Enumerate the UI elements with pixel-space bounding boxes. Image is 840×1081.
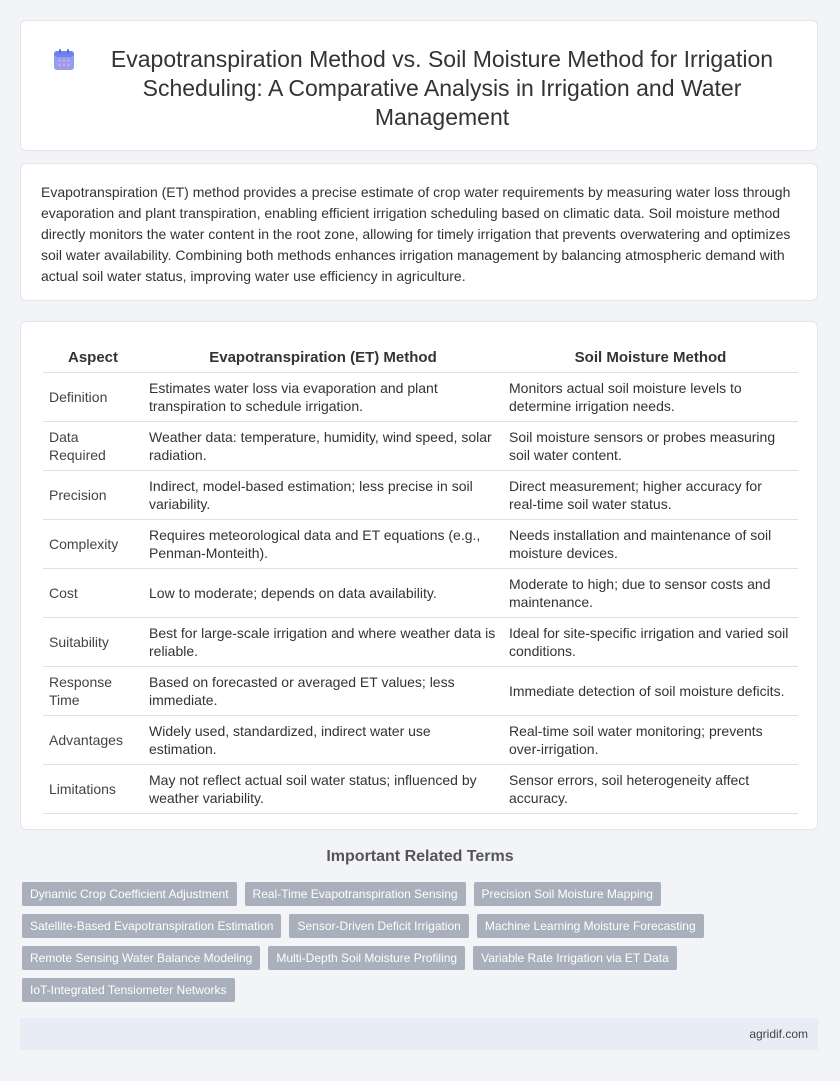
table-header-row bbox=[43, 340, 798, 373]
intro-text: Evapotranspiration (ET) method provides a precise estimate of crop water requirements by measuring water loss through evaporation and plant transpiration, enabling efficient irrigation scheduling based on climatic data. Soil moisture method directly monitors the water content in the root zone, allowing for timely irrigation that prevents overwatering and optimizes soil water availability. Combining both methods enhances irrigation management by balancing atmospheric demand with actual soil water status, improving water use efficiency in agriculture. bbox=[41, 184, 791, 284]
row-et-value: Requires meteorological data and ET equations (e.g., Penman-Monteith). bbox=[143, 520, 503, 569]
row-et-value: May not reflect actual soil water status; influenced by weather variability. bbox=[143, 765, 503, 814]
row-aspect: Complexity bbox=[43, 520, 143, 569]
related-term-tag[interactable]: Satellite-Based Evapotranspiration Estimation bbox=[22, 914, 281, 938]
row-et-value: Indirect, model-based estimation; less precise in soil variability. bbox=[143, 471, 503, 520]
row-et-value: Best for large-scale irrigation and where weather data is reliable. bbox=[143, 618, 503, 667]
header-et-method: Evapotranspiration (ET) Method bbox=[143, 340, 503, 373]
row-aspect: Precision bbox=[43, 471, 143, 520]
intro-card bbox=[20, 163, 818, 301]
row-soil-value: Moderate to high; due to sensor costs and maintenance. bbox=[503, 569, 798, 618]
row-soil-value: Ideal for site-specific irrigation and varied soil conditions. bbox=[503, 618, 798, 667]
row-et-value: Based on forecasted or averaged ET values; less immediate. bbox=[143, 667, 503, 716]
row-soil-value: Needs installation and maintenance of soil moisture devices. bbox=[503, 520, 798, 569]
table-row bbox=[43, 422, 798, 471]
row-aspect: Suitability bbox=[43, 618, 143, 667]
row-et-value: Low to moderate; depends on data availability. bbox=[143, 569, 503, 618]
row-soil-value: Monitors actual soil moisture levels to determine irrigation needs. bbox=[503, 373, 798, 422]
header-soil-moisture-method: Soil Moisture Method bbox=[503, 340, 798, 373]
row-aspect: Cost bbox=[43, 569, 143, 618]
related-terms-list bbox=[22, 882, 812, 1002]
calendar-icon bbox=[52, 48, 76, 72]
related-term-tag[interactable]: Variable Rate Irrigation via ET Data bbox=[473, 946, 677, 970]
related-term-tag[interactable]: Multi-Depth Soil Moisture Profiling bbox=[268, 946, 465, 970]
footer bbox=[20, 1018, 818, 1050]
row-soil-value: Real-time soil water monitoring; prevents over-irrigation. bbox=[503, 716, 798, 765]
row-soil-value: Soil moisture sensors or probes measuring soil water content. bbox=[503, 422, 798, 471]
table-row bbox=[43, 667, 798, 716]
table-row bbox=[43, 569, 798, 618]
table-row bbox=[43, 471, 798, 520]
related-term-tag[interactable]: Machine Learning Moisture Forecasting bbox=[477, 914, 704, 938]
comparison-table bbox=[43, 340, 798, 814]
row-soil-value: Immediate detection of soil moisture deficits. bbox=[503, 667, 798, 716]
row-et-value: Estimates water loss via evaporation and plant transpiration to schedule irrigation. bbox=[143, 373, 503, 422]
table-row bbox=[43, 373, 798, 422]
row-aspect: Response Time bbox=[43, 667, 143, 716]
header-aspect: Aspect bbox=[43, 340, 143, 373]
footer-site-link[interactable]: agridif.com bbox=[749, 1027, 808, 1041]
row-soil-value: Direct measurement; higher accuracy for real-time soil water status. bbox=[503, 471, 798, 520]
table-row bbox=[43, 716, 798, 765]
row-aspect: Data Required bbox=[43, 422, 143, 471]
related-term-tag[interactable]: Real-Time Evapotranspiration Sensing bbox=[245, 882, 466, 906]
related-term-tag[interactable]: IoT-Integrated Tensiometer Networks bbox=[22, 978, 235, 1002]
table-row bbox=[43, 520, 798, 569]
row-soil-value: Sensor errors, soil heterogeneity affect accuracy. bbox=[503, 765, 798, 814]
related-term-tag[interactable]: Sensor-Driven Deficit Irrigation bbox=[289, 914, 468, 938]
related-term-tag[interactable]: Dynamic Crop Coefficient Adjustment bbox=[22, 882, 237, 906]
title-card bbox=[20, 20, 818, 151]
row-aspect: Advantages bbox=[43, 716, 143, 765]
table-row bbox=[43, 765, 798, 814]
comparison-table-card bbox=[20, 321, 818, 830]
row-et-value: Weather data: temperature, humidity, wind speed, solar radiation. bbox=[143, 422, 503, 471]
related-terms-heading: Important Related Terms bbox=[326, 848, 514, 865]
related-term-tag[interactable]: Remote Sensing Water Balance Modeling bbox=[22, 946, 260, 970]
row-et-value: Widely used, standardized, indirect water use estimation. bbox=[143, 716, 503, 765]
page-title: Evapotranspiration Method vs. Soil Moisture Method for Irrigation Scheduling: A Comparative Analysis in Irrigation and Water Management bbox=[110, 46, 774, 130]
table-row bbox=[43, 618, 798, 667]
row-aspect: Definition bbox=[43, 373, 143, 422]
row-aspect: Limitations bbox=[43, 765, 143, 814]
related-term-tag[interactable]: Precision Soil Moisture Mapping bbox=[474, 882, 661, 906]
